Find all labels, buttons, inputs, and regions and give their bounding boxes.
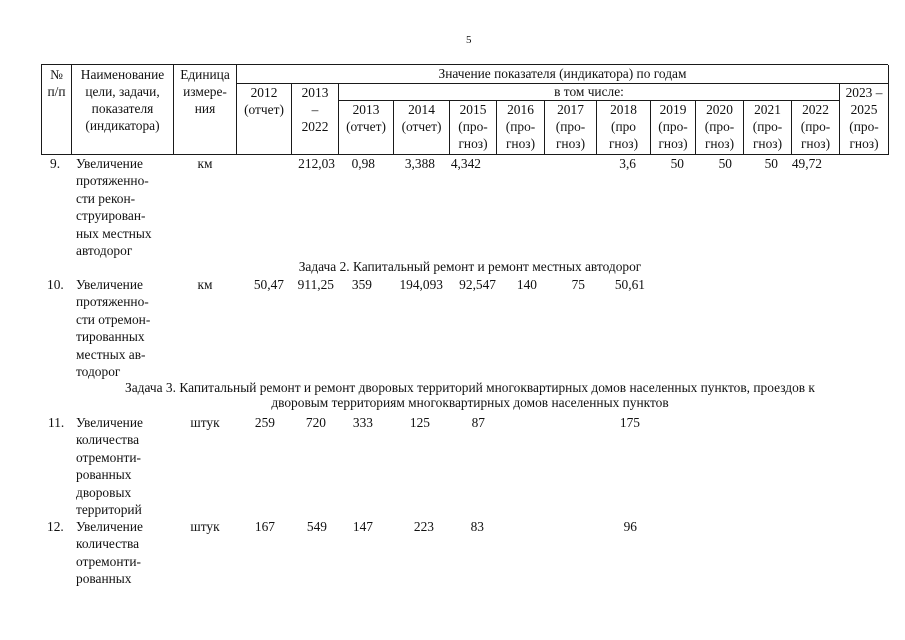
row-10-2014: 194,093 bbox=[399, 277, 443, 292]
row-11-2015: 87 bbox=[471, 415, 485, 430]
row-11-2014: 125 bbox=[409, 415, 430, 430]
row-11-name: Увеличение количества отремонти- рованных дворовых территорий bbox=[76, 415, 143, 518]
row-9-2015: 4,342 bbox=[450, 156, 481, 171]
header-values-title: Значение показателя (индикатора) по годам bbox=[237, 65, 889, 84]
row-12-2015: 83 bbox=[470, 519, 484, 534]
row-10-unit: км bbox=[197, 277, 213, 292]
row-12-2014: 223 bbox=[413, 519, 434, 534]
row-9-2022: 49,72 bbox=[791, 156, 822, 171]
header-year-2021: 2021 (про- гноз) bbox=[744, 101, 792, 155]
row-10-2017: 75 bbox=[571, 277, 585, 292]
row-10-name: Увеличение протяженно- сти отремон- тированных местных ав- тодорог bbox=[76, 277, 151, 380]
row-12-2012: 167 bbox=[254, 519, 275, 534]
row-11-2012: 259 bbox=[254, 415, 275, 430]
header-num: № п/п bbox=[42, 65, 72, 155]
row-9-2013-2022: 212,03 bbox=[298, 156, 335, 171]
row-10-2013-2022: 911,25 bbox=[297, 277, 334, 292]
row-10-2015: 92,547 bbox=[459, 277, 496, 292]
row-9-2021: 50 bbox=[764, 156, 778, 171]
header-unit: Единица измере- ния bbox=[174, 65, 237, 155]
row-10-2018: 50,61 bbox=[614, 277, 645, 292]
row-9-2013: 0,98 bbox=[351, 156, 375, 171]
header-including: в том числе: bbox=[339, 84, 840, 101]
header-year-2019: 2019 (про- гноз) bbox=[651, 101, 696, 155]
header-year-2013: 2013 (отчет) bbox=[339, 101, 394, 155]
row-12-name: Увеличение количества отремонти- рованных bbox=[76, 519, 143, 587]
header-year-2020: 2020 (про- гноз) bbox=[696, 101, 744, 155]
row-12-2013: 147 bbox=[352, 519, 373, 534]
header-year-2022: 2022 (про- гноз) bbox=[792, 101, 840, 155]
header-name: Наименование цели, задачи, показателя (индикатора) bbox=[72, 65, 174, 155]
header-2023-2025: 2023 – 2025 (про- гноз) bbox=[840, 84, 889, 155]
row-12-num: 12. bbox=[47, 519, 64, 534]
row-10-2016: 140 bbox=[516, 277, 537, 292]
row-9-2019: 50 bbox=[670, 156, 684, 171]
row-10-num: 10. bbox=[47, 277, 64, 292]
header-2012: 2012 (отчет) bbox=[237, 84, 292, 155]
header-year-2015: 2015 (про- гноз) bbox=[450, 101, 497, 155]
task-2-heading: Задача 2. Капитальный ремонт и ремонт местных автодорог bbox=[298, 259, 642, 274]
row-11-2013-2022: 720 bbox=[305, 415, 326, 430]
header-year-2014: 2014 (отчет) bbox=[394, 101, 450, 155]
row-11-2013: 333 bbox=[352, 415, 373, 430]
row-10-2012: 50,47 bbox=[253, 277, 284, 292]
row-12-2018: 96 bbox=[623, 519, 637, 534]
header-year-2016: 2016 (про- гноз) bbox=[497, 101, 545, 155]
row-9-2020: 50 bbox=[718, 156, 732, 171]
row-11-2018: 175 bbox=[619, 415, 640, 430]
row-9-unit: км bbox=[197, 156, 213, 171]
table-header bbox=[41, 64, 888, 155]
header-2013-2022: 2013 – 2022 bbox=[292, 84, 339, 155]
row-12-2013-2022: 549 bbox=[306, 519, 327, 534]
row-10-2013: 359 bbox=[351, 277, 372, 292]
row-11-num: 11. bbox=[48, 415, 65, 430]
row-9-name: Увеличение протяженно- сти рекон- струирован- ных местных автодорог bbox=[76, 156, 152, 259]
page-number: 5 bbox=[466, 34, 472, 46]
row-12-unit: штук bbox=[190, 519, 220, 534]
row-9-2014: 3,388 bbox=[404, 156, 435, 171]
header-year-2018: 2018 (про гноз) bbox=[597, 101, 651, 155]
row-9-num: 9. bbox=[50, 156, 61, 171]
header-year-2017: 2017 (про- гноз) bbox=[545, 101, 597, 155]
task-3-heading: Задача 3. Капитальный ремонт и ремонт дворовых территорий многоквартирных домов населенных пунктов, проездов к дворовым территориям многоквартирных домов населенных пунктов bbox=[125, 380, 815, 410]
row-9-2018: 3,6 bbox=[619, 156, 636, 171]
row-11-unit: штук bbox=[190, 415, 220, 430]
